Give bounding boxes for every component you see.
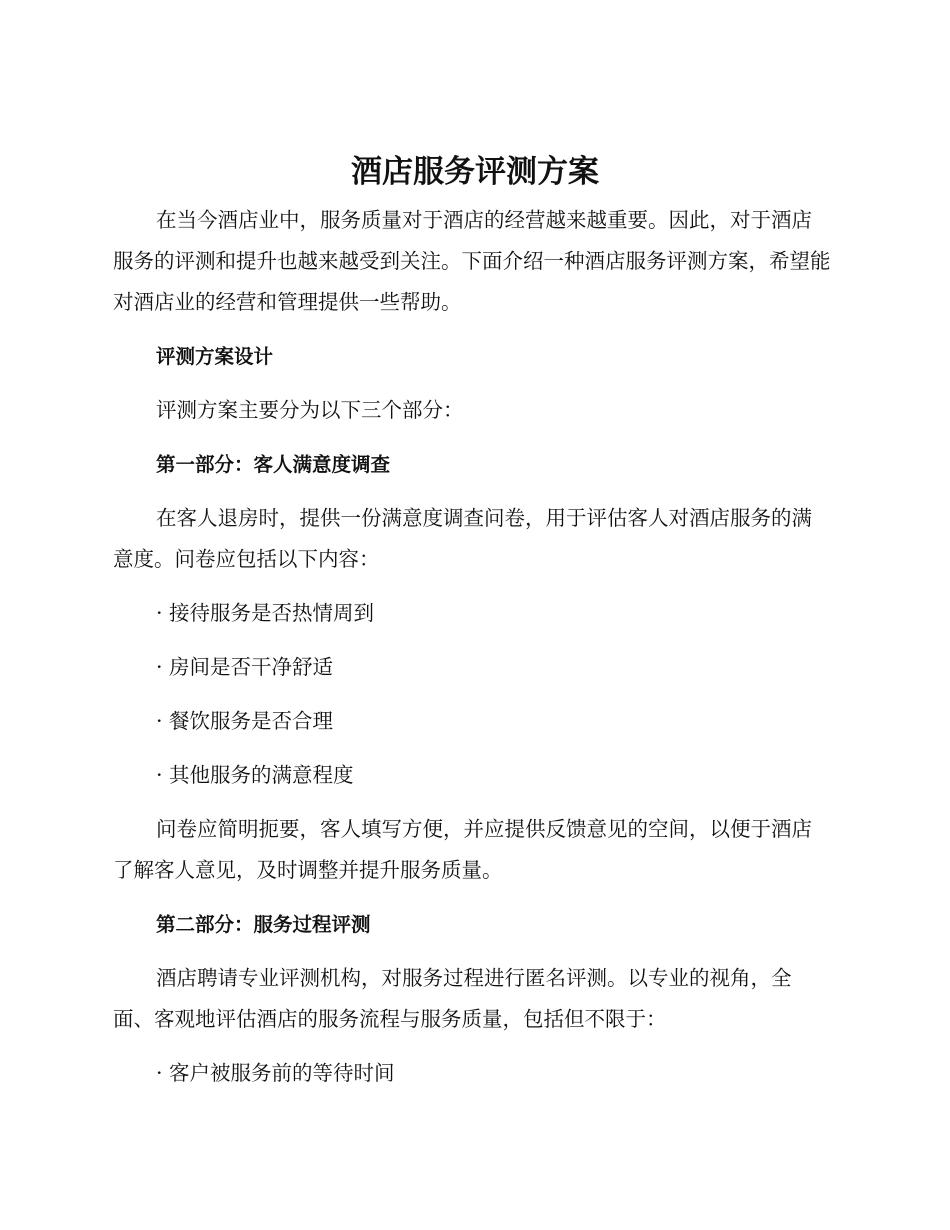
list-item: · 客户被服务前的等待时间 (156, 1061, 395, 1085)
list-item: · 其他服务的满意程度 (156, 763, 354, 787)
intro-paragraph: 在当今酒店业中，服务质量对于酒店的经营越来越重要。因此，对于酒店服务的评测和提升也越来越受到关注。下面介绍一种酒店服务评测方案，希望能对酒店业的经营和管理提供一些帮助。 (113, 208, 831, 314)
part2-heading: 第二部分：服务过程评测 (156, 913, 371, 936)
list-item: · 餐饮服务是否合理 (156, 709, 334, 733)
document-title: 酒店服务评测方案 (351, 154, 599, 190)
part2-paragraph: 酒店聘请专业评测机构，对服务过程进行匿名评测。以专业的视角，全面、客观地评估酒店的服务流程与服务质量，包括但不限于： (113, 966, 792, 1031)
part1-heading: 第一部分：客人满意度调查 (156, 453, 391, 476)
section-heading-design: 评测方案设计 (156, 345, 274, 368)
document-body (113, 200, 831, 1094)
list-item: · 房间是否干净舒适 (156, 655, 334, 679)
part1-closing-paragraph: 问卷应简明扼要，客人填写方便，并应提供反馈意见的空间，以便于酒店了解客人意见，及时调整并提升服务质量。 (113, 817, 812, 882)
list-item: · 接待服务是否热情周到 (156, 601, 375, 625)
section-design-paragraph: 评测方案主要分为以下三个部分： (156, 398, 464, 422)
part1-paragraph: 在客人退房时，提供一份满意度调查问卷，用于评估客人对酒店服务的满意度。问卷应包括以下内容： (113, 506, 812, 571)
